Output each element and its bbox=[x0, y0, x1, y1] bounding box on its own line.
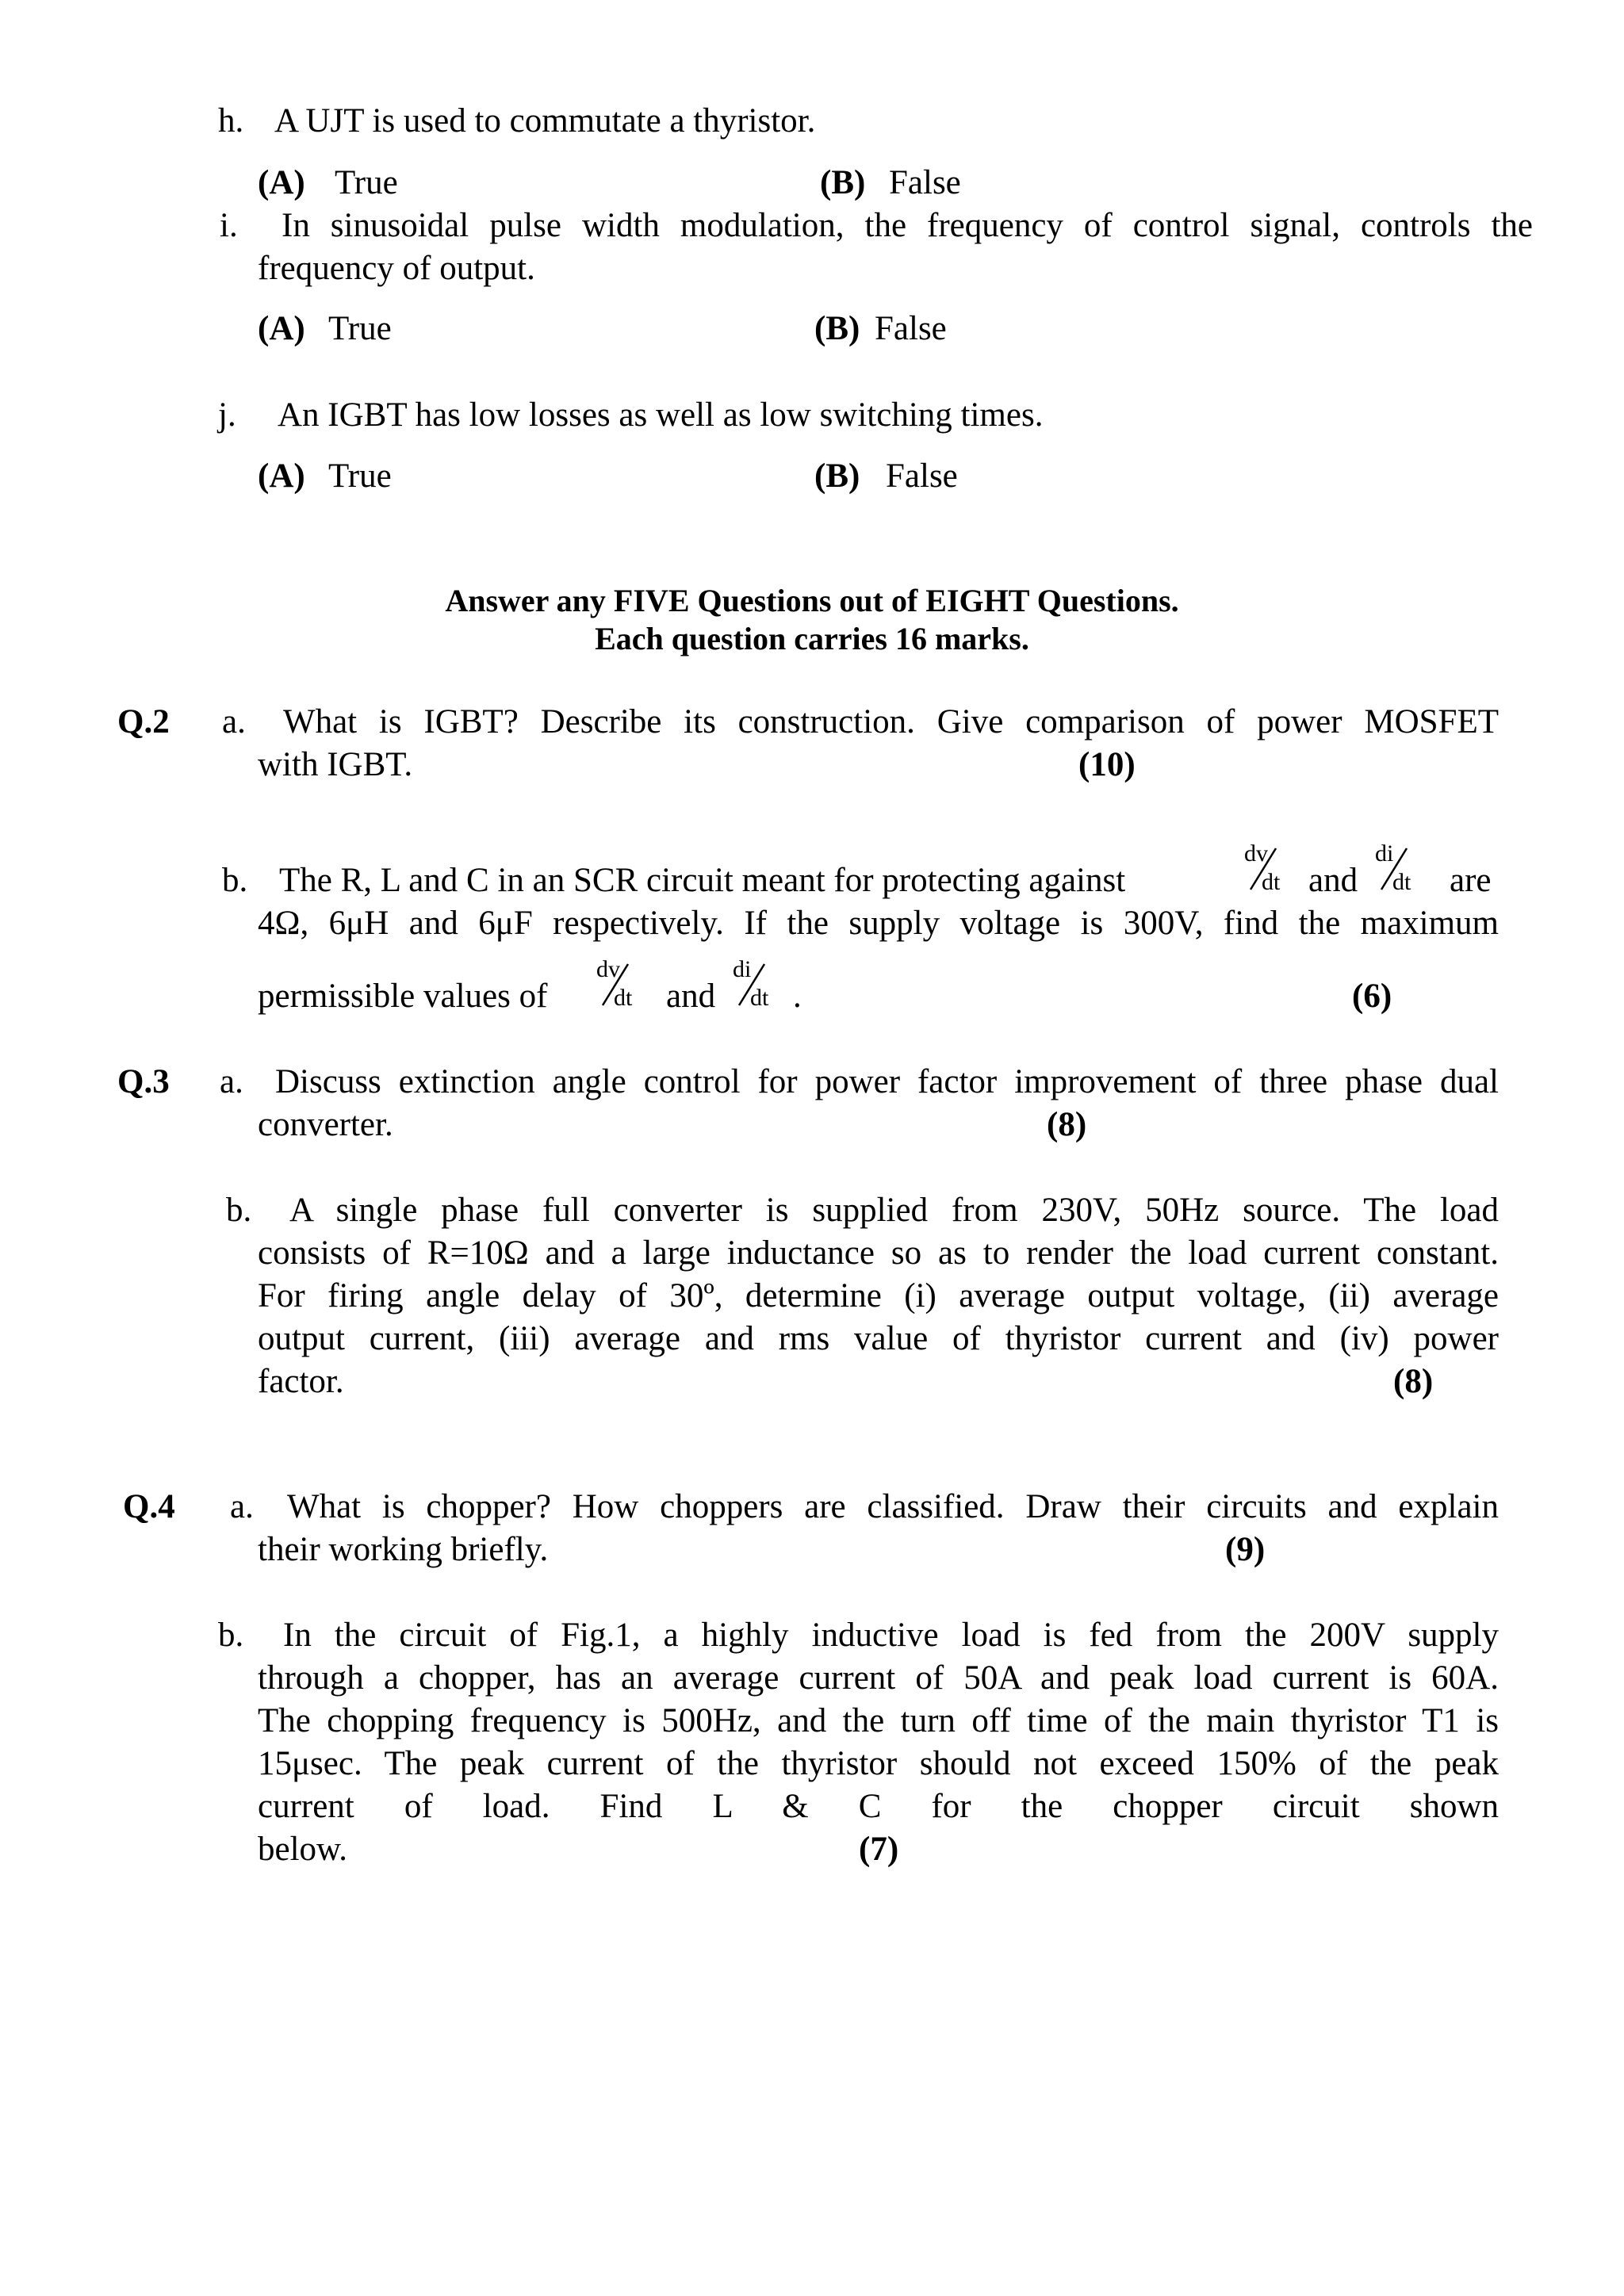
q4b-label: b. bbox=[218, 1617, 244, 1654]
q4b-line2: through a chopper, has an average current of 50A and peak load current is 60A. bbox=[258, 1659, 1499, 1697]
q2b-line3-end: . bbox=[793, 978, 802, 1015]
q3b-line5: factor. bbox=[258, 1363, 344, 1400]
dv-dt-fraction-2 bbox=[595, 956, 642, 1018]
instructions-line1: Answer any FIVE Questions out of EIGHT Questions. bbox=[445, 583, 1179, 618]
q2b-line1-pre: The R, L and C in an SCR circuit meant for protecting against bbox=[279, 862, 1126, 899]
di-dt-fraction bbox=[1373, 840, 1421, 902]
q4b-line6: below. bbox=[258, 1831, 348, 1868]
item-h-text: A UJT is used to commutate a thyristor. bbox=[274, 102, 816, 140]
q4b-line4: 15μsec. The peak current of the thyristor should not exceed 150% of the peak bbox=[258, 1745, 1499, 1782]
item-j-option-b-text: False bbox=[886, 457, 958, 495]
item-h-option-a-text: True bbox=[335, 164, 398, 201]
q2b-marks: (6) bbox=[1352, 978, 1392, 1015]
q3b-line2: consists of R=10Ω and a large inductance so as to render the load current constant. bbox=[258, 1234, 1499, 1272]
q2b-line1-and: and bbox=[1308, 862, 1358, 899]
item-h-label: h. bbox=[218, 102, 244, 140]
item-h-option-b-text: False bbox=[889, 164, 961, 201]
q2a-marks: (10) bbox=[1078, 746, 1136, 783]
q3b-line3: For firing angle delay of 30º, determine (i) average output voltage, (ii) average bbox=[258, 1277, 1499, 1314]
q2a-label: a. bbox=[222, 703, 246, 740]
di-denominator: dt bbox=[1392, 869, 1411, 895]
q4b-line3: The chopping frequency is 500Hz, and the turn off time of the main thyristor T1 is bbox=[258, 1702, 1499, 1739]
q3a-line2: converter. bbox=[258, 1106, 393, 1143]
di-numerator: di bbox=[733, 956, 752, 982]
q2b-line2: 4Ω, 6μH and 6μF respectively. If the supply voltage is 300V, find the maximum bbox=[258, 905, 1499, 942]
q4-label: Q.4 bbox=[123, 1488, 175, 1525]
item-j-text: An IGBT has low losses as well as low switching times. bbox=[278, 396, 1044, 434]
q4a-line2: their working briefly. bbox=[258, 1531, 549, 1568]
q3b-label: b. bbox=[226, 1192, 252, 1229]
q4b-line1: In the circuit of Fig.1, a highly inductive load is fed from the 200V supply bbox=[283, 1617, 1499, 1654]
q2a-line1: What is IGBT? Describe its construction. Give comparison of power MOSFET bbox=[283, 703, 1499, 740]
q4b-marks: (7) bbox=[859, 1831, 899, 1868]
di-denominator: dt bbox=[750, 985, 769, 1011]
q2b-label: b. bbox=[222, 862, 248, 899]
q2-label: Q.2 bbox=[117, 703, 170, 740]
item-i-option-a-label: (A) bbox=[258, 310, 305, 347]
item-j-option-b-label: (B) bbox=[814, 457, 860, 495]
di-dt-fraction-2 bbox=[731, 956, 779, 1018]
item-i-label: i. bbox=[220, 207, 238, 244]
q2b-line1-post: are bbox=[1450, 862, 1492, 899]
q4b-line5: current of load. Find L & C for the chopper circuit shown bbox=[258, 1788, 1499, 1825]
q3b-line4: output current, (iii) average and rms value of thyristor current and (iv) power bbox=[258, 1320, 1499, 1357]
dv-numerator: dv bbox=[596, 956, 620, 982]
q2b-line3-and: and bbox=[666, 978, 716, 1015]
item-i-option-b-text: False bbox=[875, 310, 947, 347]
q4a-line1: What is chopper? How choppers are classified. Draw their circuits and explain bbox=[287, 1488, 1499, 1525]
q3a-marks: (8) bbox=[1047, 1106, 1087, 1143]
item-i-line1: In sinusoidal pulse width modulation, the frequency of control signal, controls the bbox=[282, 207, 1533, 244]
q3a-label: a. bbox=[220, 1063, 243, 1100]
item-j-option-a-label: (A) bbox=[258, 457, 305, 495]
q4a-marks: (9) bbox=[1225, 1531, 1266, 1568]
item-h-option-b-label: (B) bbox=[820, 164, 866, 201]
q2b-line3-pre: permissible values of bbox=[258, 978, 548, 1015]
dv-numerator: dv bbox=[1244, 840, 1268, 867]
q3-label: Q.3 bbox=[117, 1063, 170, 1100]
q3a-line1: Discuss extinction angle control for power factor improvement of three phase dual bbox=[275, 1063, 1499, 1100]
item-h-option-a-label: (A) bbox=[258, 164, 305, 201]
di-numerator: di bbox=[1375, 840, 1394, 867]
item-j-option-a-text: True bbox=[328, 457, 392, 495]
item-j-label: j. bbox=[218, 396, 236, 434]
dv-denominator: dt bbox=[614, 985, 633, 1011]
item-i-option-b-label: (B) bbox=[814, 310, 860, 347]
dv-denominator: dt bbox=[1262, 869, 1281, 895]
item-i-option-a-text: True bbox=[328, 310, 392, 347]
instructions-line2: Each question carries 16 marks. bbox=[595, 621, 1029, 656]
q3b-line1: A single phase full converter is supplied from 230V, 50Hz source. The load bbox=[289, 1192, 1499, 1229]
item-i-line2: frequency of output. bbox=[258, 250, 535, 287]
dv-dt-fraction bbox=[1243, 840, 1290, 902]
q4a-label: a. bbox=[230, 1488, 254, 1525]
q2a-line2: with IGBT. bbox=[258, 746, 413, 783]
q3b-marks: (8) bbox=[1393, 1363, 1434, 1400]
